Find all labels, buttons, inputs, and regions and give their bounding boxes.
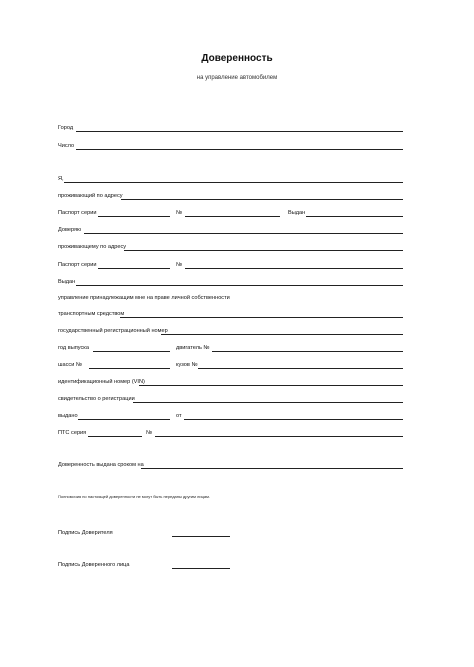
year-field[interactable] bbox=[93, 351, 170, 352]
signature-agent-label: Подпись Доверенного лица bbox=[58, 562, 130, 568]
pts-no-label: № bbox=[146, 430, 153, 436]
from-label: от bbox=[176, 413, 182, 419]
signature-principal-label: Подпись Доверителя bbox=[58, 530, 113, 536]
passport1-no-label: № bbox=[176, 210, 183, 216]
residing2-label: проживающему по адресу bbox=[58, 244, 127, 250]
passport2-series-field[interactable] bbox=[98, 268, 170, 269]
year-label: год выпуска bbox=[58, 345, 89, 351]
term-field[interactable] bbox=[141, 468, 403, 469]
passport2-label: Паспорт серии bbox=[58, 262, 97, 268]
i-label: Я, bbox=[58, 176, 64, 182]
reg-number-label: государственный регистрационный номер bbox=[58, 328, 168, 334]
body-number-field[interactable] bbox=[198, 368, 403, 369]
city-label: Город bbox=[58, 125, 74, 131]
vehicle-field[interactable] bbox=[120, 317, 403, 318]
engine-number-field[interactable] bbox=[212, 351, 403, 352]
ownership-text: управление принадлежащим мне на праве личной собственности bbox=[58, 295, 230, 301]
chassis-label: шасси № bbox=[58, 362, 82, 368]
signature-agent-field[interactable] bbox=[172, 568, 230, 569]
passport1-series-field[interactable] bbox=[98, 216, 170, 217]
vin-label: идентификационный номер (VIN) bbox=[58, 379, 145, 385]
residing-label: проживающий по адресу bbox=[58, 193, 123, 199]
pts-series-field[interactable] bbox=[88, 436, 142, 437]
principal-address-field[interactable] bbox=[121, 199, 403, 200]
document-subtitle: на управление автомобилем bbox=[196, 75, 278, 81]
pts-label: ПТС серия bbox=[58, 430, 87, 436]
date-label: Число bbox=[58, 143, 75, 149]
reg-cert-issued-field[interactable] bbox=[78, 419, 170, 420]
engine-label: двигатель № bbox=[176, 345, 210, 351]
body-label: кузов № bbox=[176, 362, 198, 368]
city-field[interactable] bbox=[76, 131, 403, 132]
date-field[interactable] bbox=[76, 149, 403, 150]
agent-name-field[interactable] bbox=[84, 233, 403, 234]
passport1-issued-field[interactable] bbox=[306, 216, 403, 217]
passport1-label: Паспорт серии bbox=[58, 210, 97, 216]
passport1-number-field[interactable] bbox=[185, 216, 280, 217]
reg-cert-label: свидетельство о регистрации bbox=[58, 396, 135, 402]
reg-cert-date-field[interactable] bbox=[184, 419, 403, 420]
issued3-label: выдано bbox=[58, 413, 78, 419]
chassis-number-field[interactable] bbox=[89, 368, 170, 369]
principal-name-field[interactable] bbox=[64, 182, 403, 183]
signature-principal-field[interactable] bbox=[172, 536, 230, 537]
passport2-no-label: № bbox=[176, 262, 183, 268]
reg-number-field[interactable] bbox=[161, 334, 403, 335]
agent-address-field[interactable] bbox=[124, 250, 403, 251]
vehicle-label: транспортным средством bbox=[58, 311, 125, 317]
vin-field[interactable] bbox=[139, 385, 403, 386]
issued2-label: Выдан bbox=[58, 279, 76, 285]
pts-number-field[interactable] bbox=[155, 436, 403, 437]
delegation-note: Полномочия по настоящей доверенности не могут быть переданы другим лицам. bbox=[58, 494, 210, 499]
passport1-issued-label: Выдан bbox=[288, 210, 306, 216]
term-label: Доверенность выдана сроком на bbox=[58, 462, 144, 468]
document-title: Доверенность bbox=[201, 53, 273, 64]
passport2-issued-field[interactable] bbox=[76, 285, 403, 286]
trust-label: Доверяю bbox=[58, 227, 82, 233]
passport2-number-field[interactable] bbox=[185, 268, 403, 269]
reg-cert-field[interactable] bbox=[133, 402, 403, 403]
